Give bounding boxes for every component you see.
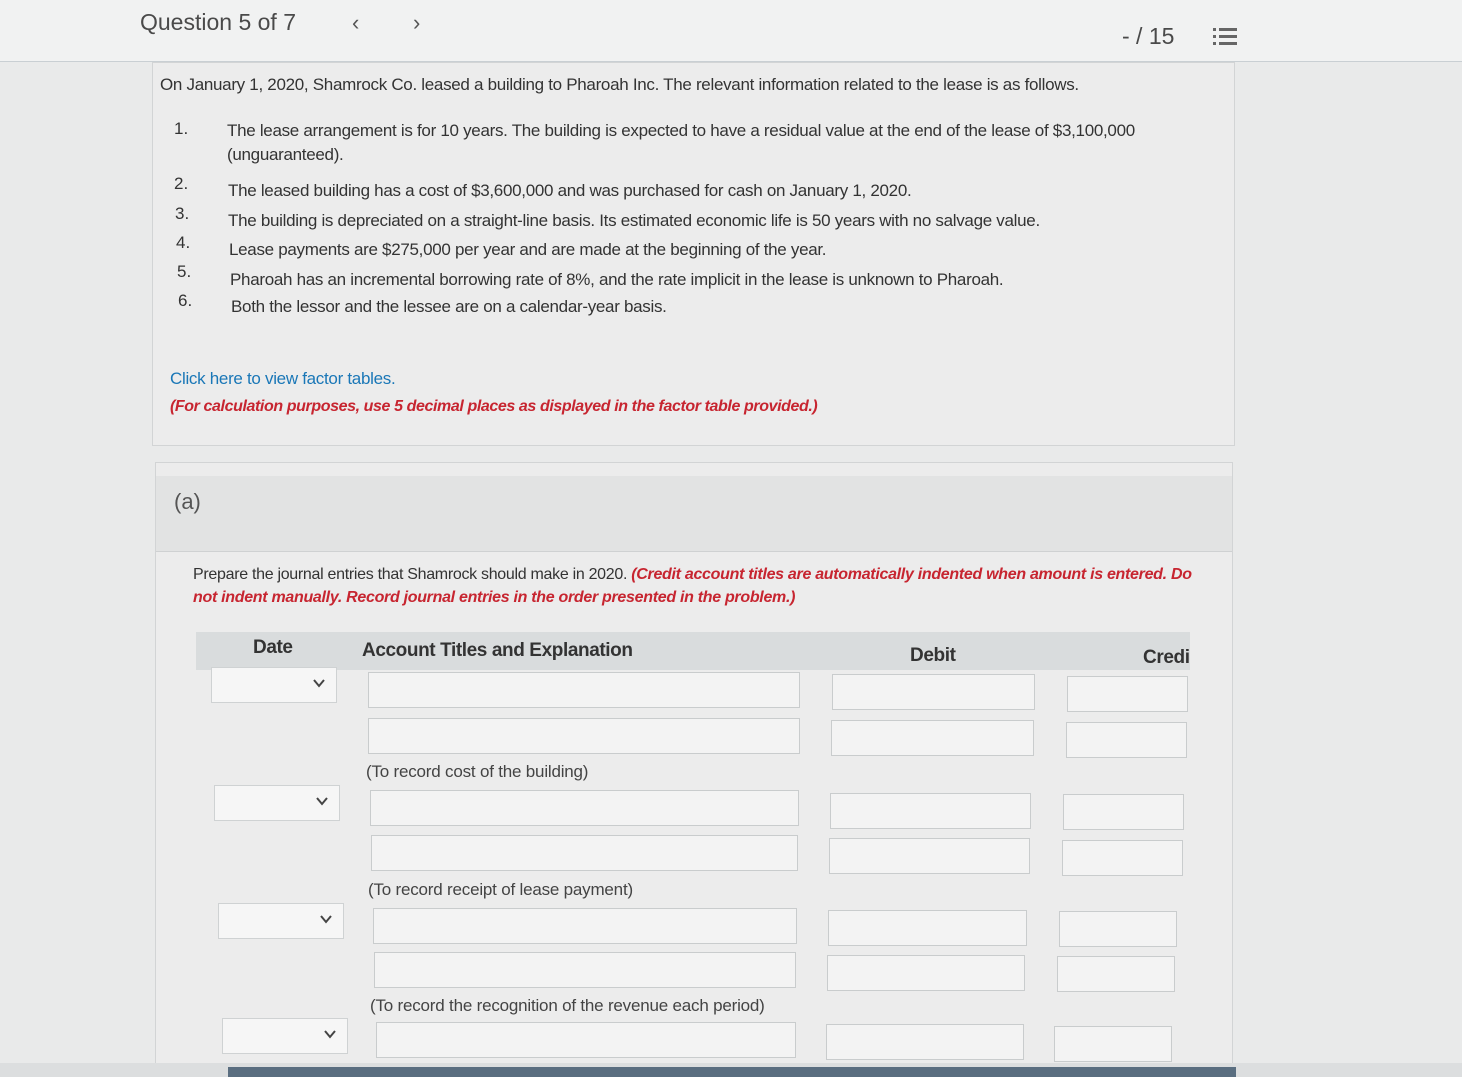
problem-intro: On January 1, 2020, Shamrock Co. leased a building to Pharoah Inc. The relevant information related to the lease is as follows. — [160, 75, 1079, 94]
instructions — [193, 563, 1193, 609]
entry-memo: (To record receipt of lease payment) — [368, 880, 633, 899]
entry-memo: (To record cost of the building) — [366, 762, 589, 781]
date-select[interactable] — [222, 1018, 348, 1054]
chevron-left-icon[interactable]: ‹ — [352, 10, 360, 35]
credit-input[interactable] — [1057, 956, 1175, 992]
credit-input[interactable] — [1066, 722, 1187, 758]
factor-tables-link[interactable]: Click here to view factor tables. — [170, 369, 396, 388]
item-number: 5. — [177, 262, 192, 281]
credit-input[interactable] — [1054, 1026, 1172, 1062]
list-item: Lease payments are $275,000 per year and are made at the beginning of the year. — [229, 240, 827, 259]
instruction-text: Prepare the journal entries that Shamrock should make in 2020. — [193, 566, 632, 583]
column-header-account: Account Titles and Explanation — [362, 640, 633, 661]
item-number: 1. — [174, 119, 189, 138]
list-item: Both the lessor and the lessee are on a calendar-year basis. — [231, 297, 667, 316]
part-label: (a) — [174, 489, 201, 514]
account-input[interactable] — [374, 952, 796, 988]
instruction-warning: (Credit account titles are automatically indented when amount is entered. Do not indent manually. Record journal entries in the order presented in the problem.) — [193, 566, 1192, 606]
column-header-date: Date — [253, 637, 293, 658]
chevron-right-icon[interactable]: › — [413, 10, 421, 35]
debit-input[interactable] — [828, 910, 1027, 946]
account-input[interactable] — [368, 672, 800, 708]
item-number: 3. — [175, 204, 190, 223]
column-header-debit: Debit — [910, 645, 956, 666]
list-item: The leased building has a cost of $3,600,000 and was purchased for cash on January 1, 2020. — [228, 181, 912, 200]
score-display: - / 15 — [1122, 23, 1175, 49]
journal-table-header — [196, 632, 1190, 670]
item-number: 2. — [174, 174, 189, 193]
credit-input[interactable] — [1067, 676, 1188, 712]
list-item: The building is depreciated on a straight-line basis. Its estimated economic life is 50 years with no salvage value. — [228, 211, 1040, 230]
question-counter: Question 5 of 7 — [140, 9, 296, 35]
account-input[interactable] — [373, 908, 797, 944]
date-select[interactable] — [218, 903, 344, 939]
top-bar — [0, 0, 1462, 62]
debit-input[interactable] — [831, 720, 1034, 756]
credit-input[interactable] — [1062, 840, 1183, 876]
part-a-header — [156, 476, 1232, 552]
account-input[interactable] — [370, 790, 799, 826]
calculation-note: (For calculation purposes, use 5 decimal places as displayed in the factor table provided.) — [170, 398, 818, 415]
list-item: Pharoah has an incremental borrowing rate of 8%, and the rate implicit in the lease is unknown to Pharoah. — [230, 270, 1004, 289]
debit-input[interactable] — [826, 1024, 1024, 1060]
list-item: The lease arrangement is for 10 years. The building is expected to have a residual value at the end of the lease of $3,100,000 (unguaranteed). — [227, 121, 1135, 164]
date-select[interactable] — [211, 667, 337, 703]
chevron-down-icon — [319, 912, 333, 926]
credit-input[interactable] — [1059, 911, 1177, 947]
debit-input[interactable] — [827, 955, 1025, 991]
debit-input[interactable] — [832, 674, 1035, 710]
debit-input[interactable] — [829, 838, 1030, 874]
debit-input[interactable] — [830, 793, 1031, 829]
scroll-bar[interactable] — [228, 1067, 1236, 1077]
column-header-credit: Credi — [1143, 647, 1190, 668]
account-input[interactable] — [371, 835, 798, 871]
entry-memo: (To record the recognition of the revenue each period) — [370, 996, 765, 1015]
chevron-down-icon — [312, 676, 326, 690]
account-input[interactable] — [376, 1022, 796, 1058]
chevron-down-icon — [323, 1027, 337, 1041]
date-select[interactable] — [214, 785, 340, 821]
item-number: 6. — [178, 291, 193, 310]
item-number: 4. — [176, 233, 191, 252]
credit-input[interactable] — [1063, 794, 1184, 830]
chevron-down-icon — [315, 794, 329, 808]
list-icon[interactable] — [1212, 25, 1238, 49]
account-input[interactable] — [368, 718, 800, 754]
